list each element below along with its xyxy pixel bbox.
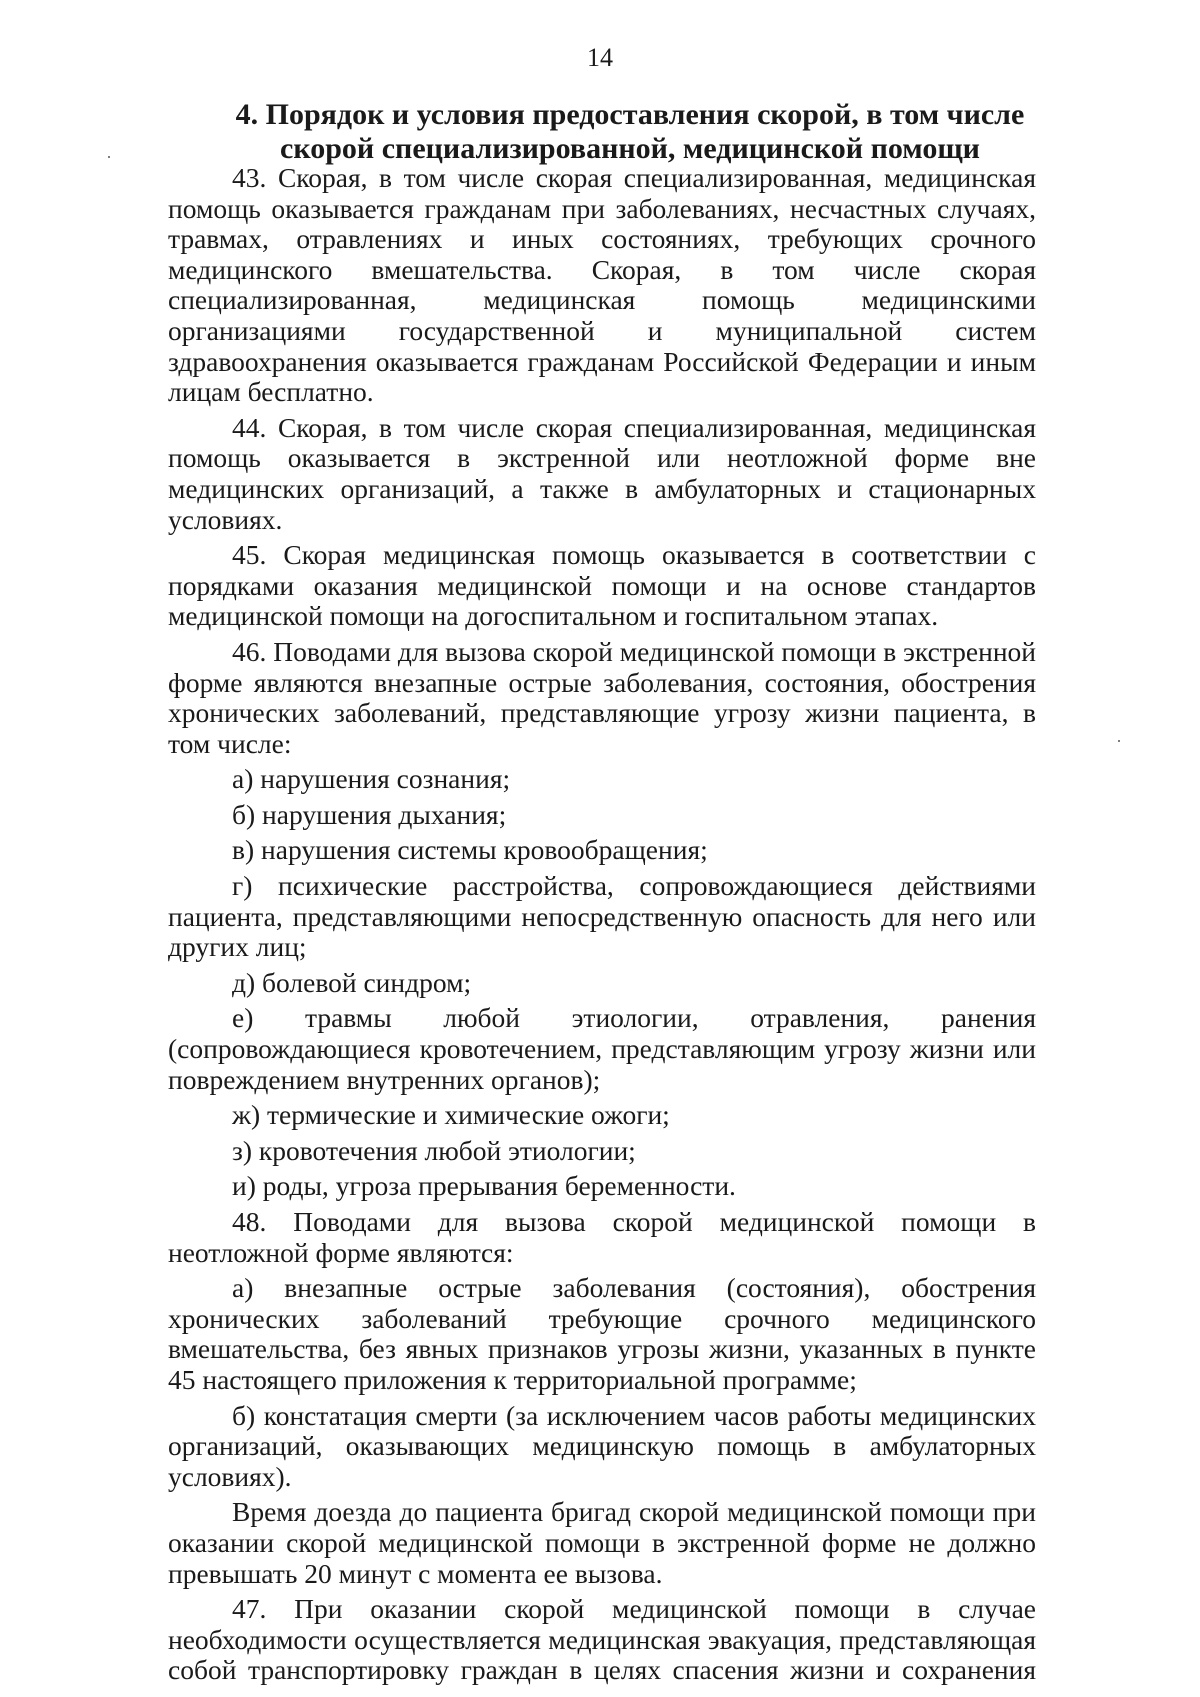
paragraph-47: 47. При оказании скорой медицинской помощи в случае необходимости осуществляется медицинская эвакуация, представляющая собой транспортировку граждан в целях спасения жизни и сохранения (168, 1593, 1036, 1686)
list-item-i: и) роды, угроза прерывания беременности. (232, 1170, 736, 1202)
list-item-v: в) нарушения системы кровообращения; (232, 834, 708, 866)
paragraph-48-item-a: а) внезапные острые заболевания (состояния), обострения хронических заболеваний требующие срочного медицинского вмешательства, без явных признаков угрозы жизни, указанных в пункте 45 настоящего приложения к территориальной программе; (168, 1272, 1036, 1395)
paragraph-46: 46. Поводами для вызова скорой медицинской помощи в экстренной форме являются внезапные острые заболевания, состояния, обострения хронических заболеваний, представляющие угрозу жизни пациента, в том числе: (168, 635, 1036, 759)
paragraph-48: 48. Поводами для вызова скорой медицинской помощи в неотложной форме являются: (168, 1206, 1036, 1268)
list-item-z: з) кровотечения любой этиологии; (232, 1134, 636, 1166)
paragraph-arrival-time: Время доезда до пациента бригад скорой медицинской помощи при оказании скорой медицинской помощи в экстренной форме не должно превышать 20 минут с момента ее вызова. (168, 1496, 1036, 1589)
list-item-e: е) травмы любой этиологии, отравления, ранения (сопровождающиеся кровотечением, представляющим угрозу жизни или повреждением внутренних органов); (168, 1002, 1036, 1095)
section-heading (200, 98, 1060, 166)
list-item-g: г) психические расстройства, сопровождающиеся действиями пациента, представляющими непосредственную опасность для него или других лиц; (168, 870, 1036, 963)
paragraph-43: 43. Скорая, в том числе скорая специализированная, медицинская помощь оказывается гражданам при заболеваниях, несчастных случаях, травмах, отравлениях и иных состояниях, требующих срочного медицинского вмешательства. Скорая, в том числе скорая специализированная, медицинская помощь медицинскими организациями государственной и муниципальной систем здравоохранения оказывается гражданам Российской Федерации и иным лицам бесплатно. (168, 162, 1036, 408)
section-heading-line-1: 4. Порядок и условия предоставления скорой, в том числе (235, 98, 1025, 131)
list-item-zh: ж) термические и химические ожоги; (232, 1099, 670, 1131)
section-heading-line-2: скорой специализированной, медицинской помощи (280, 132, 980, 165)
scan-speck (1118, 740, 1120, 742)
scan-speck (108, 156, 110, 158)
paragraph-44: 44. Скорая, в том числе скорая специализированная, медицинская помощь оказывается в экстренной или неотложной форме вне медицинских организаций, а также в амбулаторных и стационарных условиях. (168, 411, 1036, 535)
paragraph-45: 45. Скорая медицинская помощь оказывается в соответствии с порядками оказания медицинской помощи и на основе стандартов медицинской помощи на догоспитальном и госпитальном этапах. (168, 539, 1036, 632)
list-item-b: б) нарушения дыхания; (232, 798, 507, 830)
page-number: 14 (587, 43, 613, 72)
list-item-a: а) нарушения сознания; (232, 763, 511, 795)
list-item-d: д) болевой синдром; (232, 966, 472, 998)
paragraph-48-item-b: б) констатация смерти (за исключением часов работы медицинских организаций, оказывающих медицинскую помощь в амбулаторных условиях). (168, 1399, 1036, 1492)
body-text (168, 163, 1036, 1686)
